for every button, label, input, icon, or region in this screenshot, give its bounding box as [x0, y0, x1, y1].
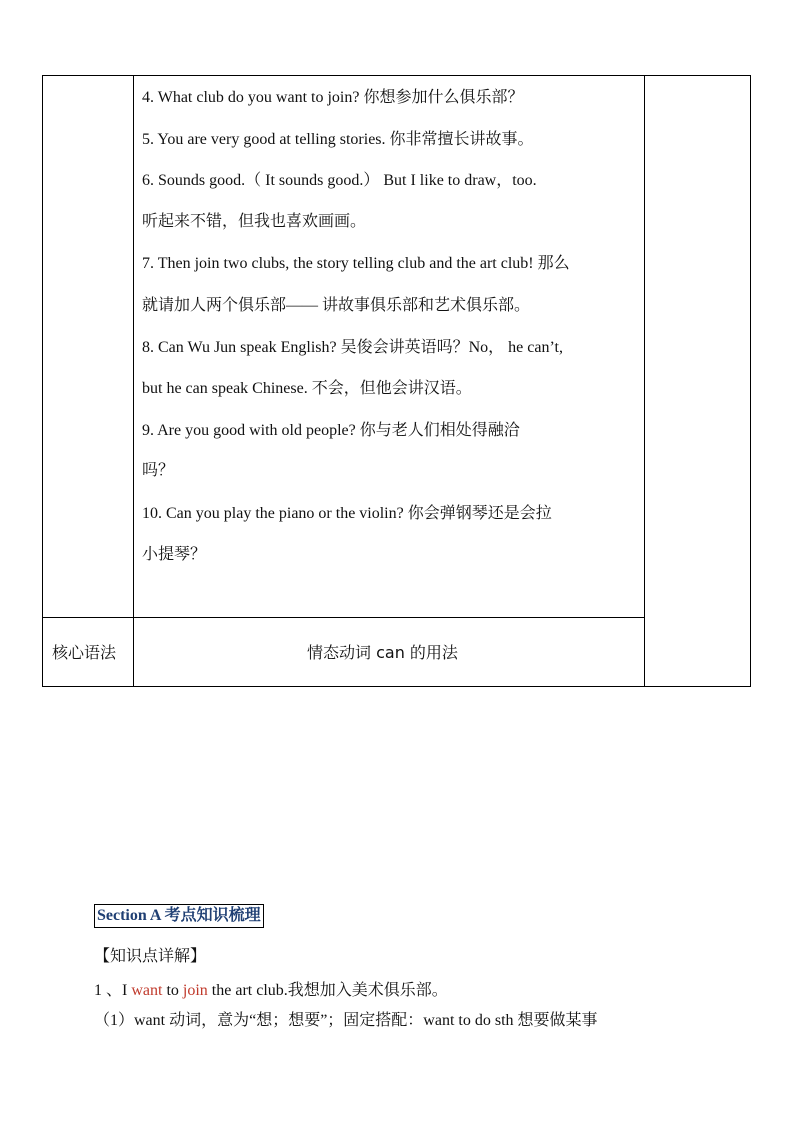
highlight-want: want: [131, 982, 163, 999]
sentence-line: 7. Then join two clubs, the story telling club and the art club! 那么: [142, 255, 570, 272]
table-col-divider-2: [644, 75, 645, 687]
row-label: 核心语法: [52, 643, 117, 662]
sentence-line: 吗？: [142, 462, 175, 479]
grammar-point: 情态动词 can 的用法: [307, 643, 458, 662]
table-left-border: [42, 75, 43, 687]
point-prefix: 1 、I: [94, 982, 132, 999]
table-col-divider-1: [133, 75, 134, 687]
highlight-join: join: [182, 982, 208, 999]
point-mid: to: [162, 982, 183, 999]
sentence-line: but he can speak Chinese. 不会，但他会讲汉语。: [142, 380, 472, 397]
sentence-line: 9. Are you good with old people? 你与老人们相处得融洽: [142, 422, 520, 439]
sentence-line: 听起来不错，但我也喜欢画画。: [142, 213, 367, 230]
point-rest: the art club.我想加入美术俱乐部。: [207, 982, 448, 999]
section-title: Section A 考点知识梳理: [94, 904, 264, 928]
sentence-line: 10. Can you play the piano or the violin? 你会弹钢琴还是会拉: [142, 505, 552, 522]
knowledge-point-1: [94, 981, 448, 1001]
sentence-line: 8. Can Wu Jun speak English? 吴俊会讲英语吗？No， he can’t,: [142, 339, 563, 356]
sentence-line: 就请加人两个俱乐部—— 讲故事俱乐部和艺术俱乐部。: [142, 297, 531, 314]
sentence-line: 小提琴？: [142, 546, 207, 563]
sentence-line: 6. Sounds good.（ It sounds good.） But I like to draw，too.: [142, 172, 537, 189]
sentence-line: 5. You are very good at telling stories. 你非常擅长讲故事。: [142, 131, 534, 148]
table-right-border: [750, 75, 751, 687]
sentence-line: 4. What club do you want to join? 你想参加什么俱乐部？: [142, 89, 524, 106]
knowledge-heading: 【知识点详解】: [94, 948, 207, 965]
knowledge-point-1-sub: （1）want 动词，意为“想；想要”；固定搭配：want to do sth 想要做某事: [94, 1012, 598, 1029]
